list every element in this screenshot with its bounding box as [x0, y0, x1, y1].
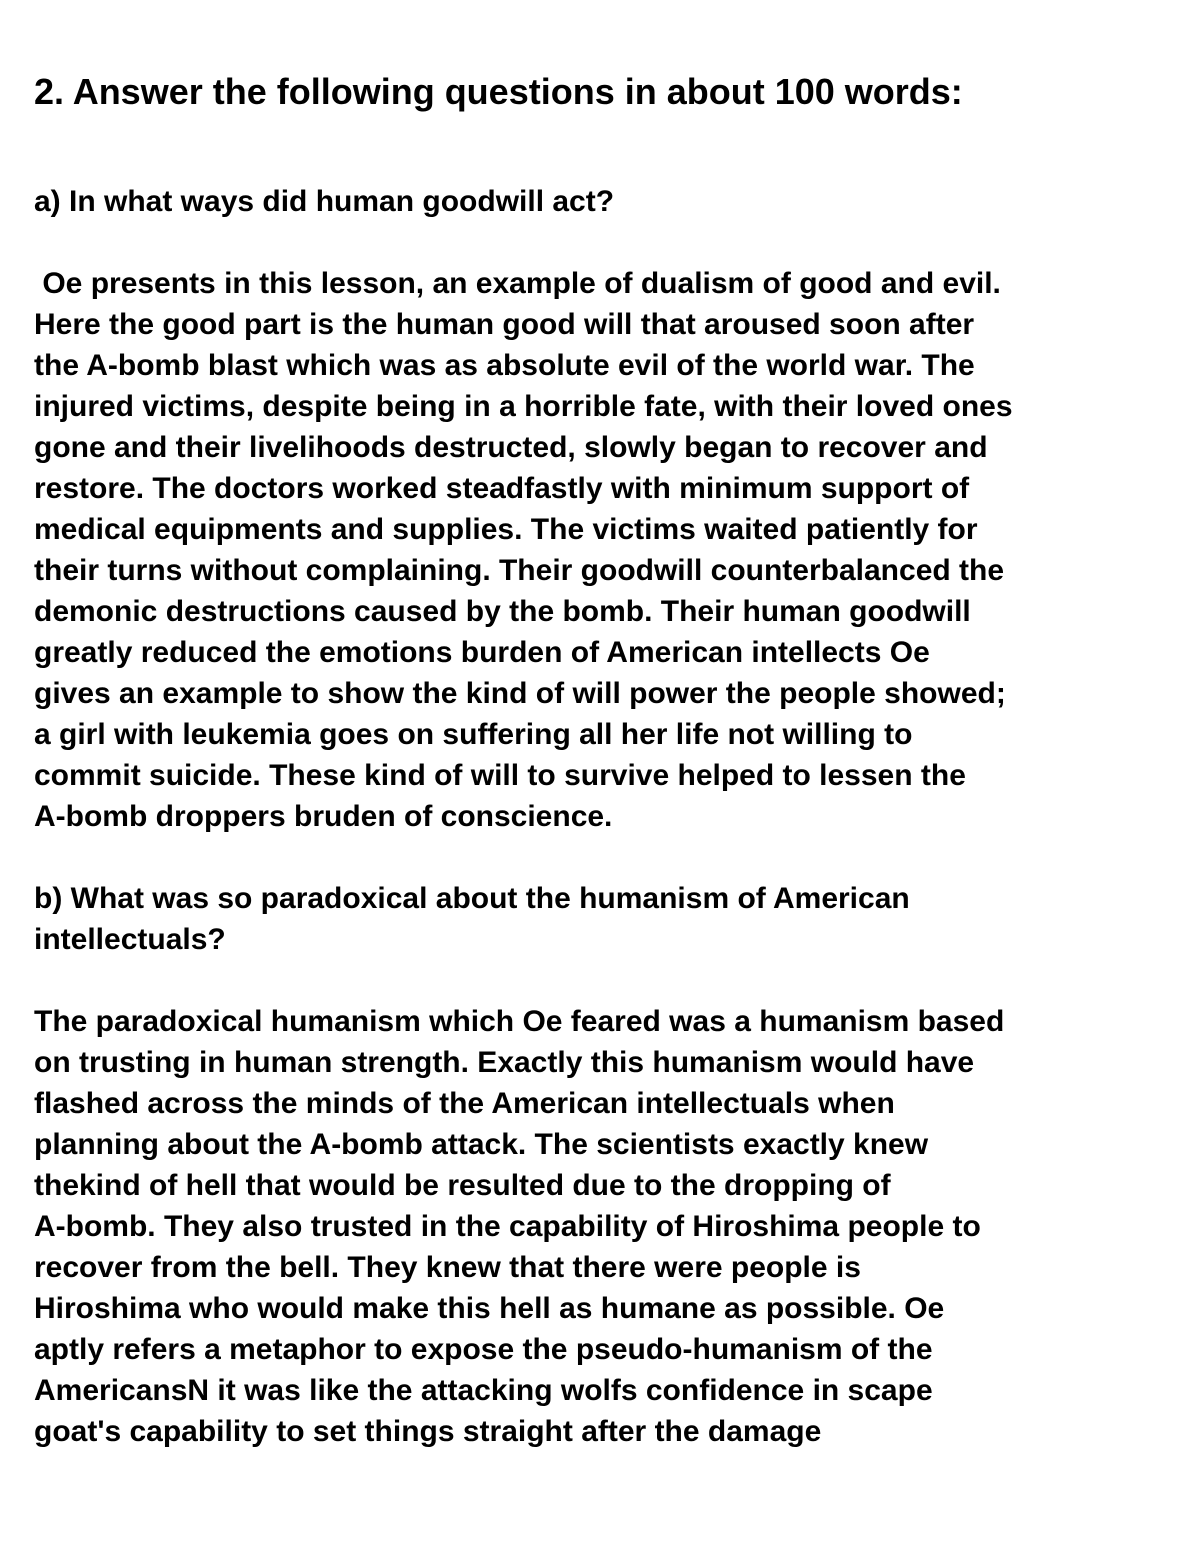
answer-a-line: demonic destructions caused by the bomb. Their human goodwill: [34, 595, 971, 628]
answer-b-line: A-bomb. They also trusted in the capability of Hiroshima people to: [34, 1210, 981, 1243]
page-heading: 2. Answer the following questions in about 100 words:: [34, 71, 963, 112]
answer-a-line: A-bomb droppers bruden of conscience.: [34, 800, 613, 833]
answer-a-line: a girl with leukemia goes on suffering all her life not willing to: [34, 718, 913, 751]
answer-a: [34, 263, 1013, 837]
answer-b-line: The paradoxical humanism which Oe feared was a humanism based: [34, 1005, 1005, 1038]
question-b-line: b) What was so paradoxical about the humanism of American: [34, 882, 910, 915]
answer-b-line: goat's capability to set things straight after the damage: [34, 1415, 822, 1448]
answer-b-line: on trusting in human strength. Exactly this humanism would have: [34, 1046, 975, 1079]
answer-a-line: greatly reduced the emotions burden of American intellects Oe: [34, 636, 930, 669]
answer-b-line: flashed across the minds of the American intellectuals when: [34, 1087, 895, 1120]
answer-a-line: medical equipments and supplies. The victims waited patiently for: [34, 513, 978, 546]
answer-a-line: gives an example to show the kind of will power the people showed;: [34, 677, 1006, 710]
answer-b-line: recover from the bell. They knew that there were people is: [34, 1251, 861, 1284]
answer-a-line: commit suicide. These kind of will to survive helped to lessen the: [34, 759, 966, 792]
answer-a-line: Oe presents in this lesson, an example of dualism of good and evil.: [34, 267, 1001, 300]
question-a: [34, 181, 614, 222]
question-b: [34, 878, 910, 960]
answer-b-line: Hiroshima who would make this hell as humane as possible. Oe: [34, 1292, 945, 1325]
answer-a-line: injured victims, despite being in a horrible fate, with their loved ones: [34, 390, 1013, 423]
answer-b-line: AmericansN it was like the attacking wolfs confidence in scape: [34, 1374, 933, 1407]
answer-b-line: planning about the A-bomb attack. The scientists exactly knew: [34, 1128, 929, 1161]
question-a-line: a) In what ways did human goodwill act?: [34, 185, 615, 218]
answer-a-line: Here the good part is the human good will that aroused soon after: [34, 308, 975, 341]
answer-b-line: thekind of hell that would be resulted due to the dropping of: [34, 1169, 891, 1202]
answer-a-line: restore. The doctors worked steadfastly with minimum support of: [34, 472, 970, 505]
answer-b-line: aptly refers a metaphor to expose the pseudo-humanism of the: [34, 1333, 933, 1366]
question-b-line: intellectuals?: [34, 923, 226, 956]
answer-a-line: the A-bomb blast which was as absolute evil of the world war. The: [34, 349, 975, 382]
answer-a-line: gone and their livelihoods destructed, slowly began to recover and: [34, 431, 988, 464]
answer-b: [34, 1001, 1004, 1452]
answer-a-line: their turns without complaining. Their goodwill counterbalanced the: [34, 554, 1005, 587]
